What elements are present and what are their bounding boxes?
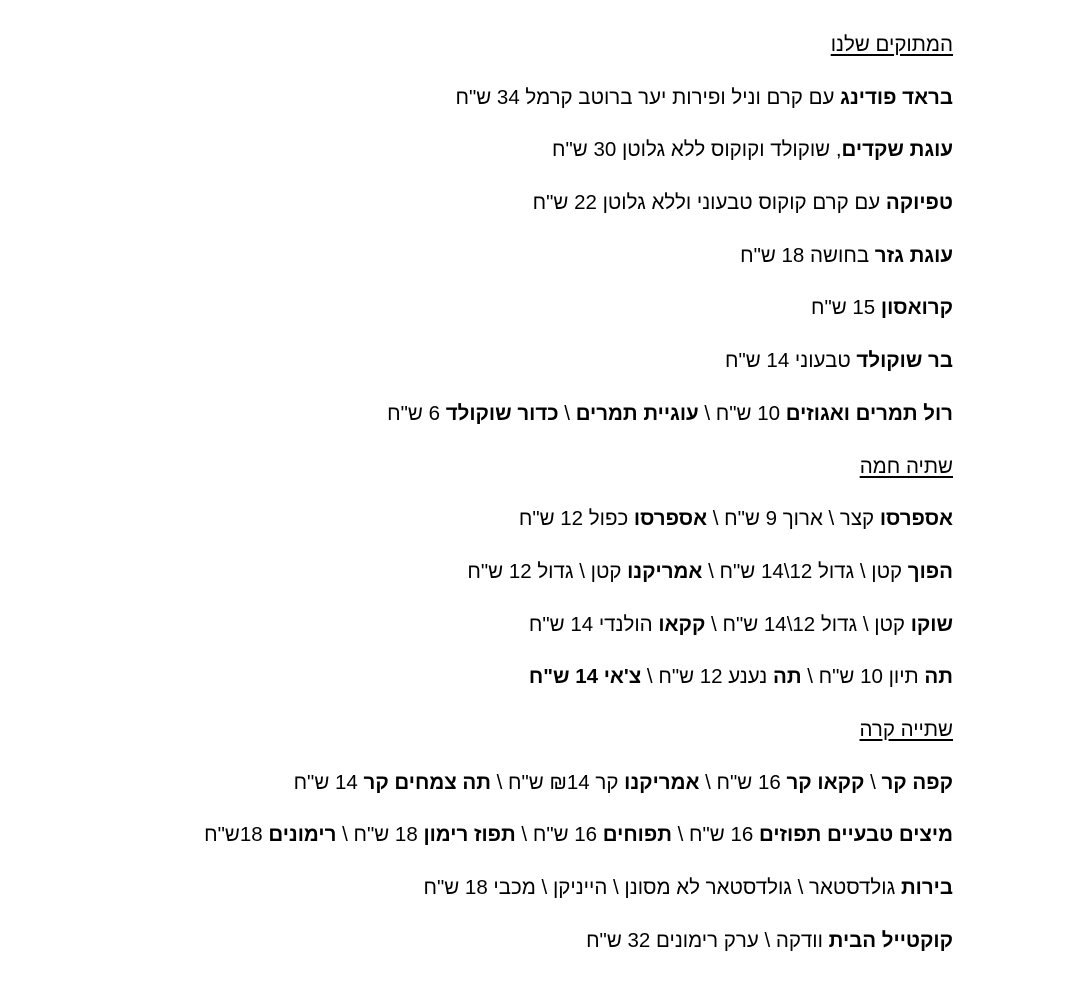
item-detail: הולנדי 14 ש"ח: [528, 612, 659, 636]
item-name: בירות: [900, 876, 953, 899]
item-name: מיצים טבעיים תפוזים: [759, 823, 953, 847]
item-name: אספרסו: [633, 507, 708, 531]
item-name: בר שוקולד: [856, 349, 953, 373]
item-detail: בחושה 18 ש"ח: [740, 243, 875, 267]
item-detail: 18ש"ח: [204, 823, 269, 847]
item-name: כדור שוקולד: [445, 401, 559, 425]
item-detail: 16 ש"ח \: [671, 823, 759, 847]
menu-item: [53, 504, 953, 557]
section-heading-cold-drinks: שתייה קרה: [859, 717, 953, 741]
item-detail: וודקה \ ערק רימונים 32 ש"ח: [586, 928, 829, 952]
item-name: קרואסון: [880, 296, 953, 320]
menu-item: [53, 83, 953, 136]
item-name: תה: [924, 665, 953, 689]
item-name: תה צמחים קר: [363, 770, 491, 794]
item-detail: גולדסטאר \ גולדסטאר לא מסונן \ הייניקן \ מכבי 18 ש"ח: [423, 876, 901, 899]
menu-item: [53, 346, 953, 399]
item-detail: \: [558, 401, 576, 425]
item-detail: 14 ש"ח: [293, 770, 364, 794]
item-detail: 15 ש"ח: [810, 296, 881, 320]
menu-item: [53, 557, 953, 610]
item-detail: כפול 12 ש"ח: [518, 507, 634, 531]
item-name: אמריקנו: [624, 770, 700, 794]
item-detail: קטן \ גדול 12\14 ש"ח \: [705, 612, 911, 636]
menu-document: [53, 30, 953, 978]
item-name: צ'אי 14 ש"ח: [528, 665, 642, 689]
menu-item: [53, 926, 953, 979]
item-name: עוגת שקדים: [841, 138, 953, 162]
item-name: תפוז רימון: [423, 823, 516, 847]
item-name: תה: [772, 665, 802, 689]
item-name: עוגת גזר: [874, 243, 953, 267]
item-detail: קצר \ ארוך 9 ש"ח \: [707, 507, 880, 531]
item-detail: , שוקולד וקוקוס ללא גלוטן 30 ש"ח: [552, 138, 842, 162]
menu-item: [53, 188, 953, 241]
item-name: תפוחים: [602, 823, 672, 847]
menu-item: [53, 820, 953, 873]
item-detail: טבעוני 14 ש"ח: [724, 349, 857, 373]
item-detail: עם קרם וניל ופירות יער ברוטב קרמל 34 ש"ח: [455, 85, 841, 109]
item-name: רימונים: [268, 823, 337, 847]
item-name: עוגיית תמרים: [575, 401, 699, 425]
item-detail: 6 ש"ח: [387, 401, 446, 425]
item-detail: 18 ש"ח \: [336, 823, 424, 847]
item-detail: 16 ש"ח \: [699, 770, 787, 794]
item-name: טפיוקה: [885, 191, 953, 215]
menu-item: [53, 768, 953, 821]
item-detail: נענע 12 ש"ח \: [641, 665, 773, 689]
item-name: הפוך: [907, 559, 953, 583]
item-name: קוקטייל הבית: [828, 928, 953, 952]
item-detail: קטן \ גדול 12 ש"ח: [467, 559, 628, 583]
item-detail: קטן \ גדול 12\14 ש"ח \: [702, 559, 908, 583]
section-heading-desserts: המתוקים שלנו: [830, 33, 953, 56]
item-name: קקאו קר: [786, 770, 865, 794]
menu-item: [53, 293, 953, 346]
item-name: אספרסו: [879, 507, 953, 531]
menu-item: [53, 873, 953, 926]
item-name: קקאו: [658, 612, 706, 636]
item-name: שוקו: [910, 612, 953, 636]
item-name: רול תמרים ואגוזים: [785, 401, 953, 425]
item-name: אמריקנו: [627, 559, 703, 583]
section-heading-hot-drinks: שתיה חמה: [859, 454, 953, 478]
item-detail: עם קרם קוקוס טבעוני וללא גלוטן 22 ש"ח: [532, 191, 886, 215]
item-detail: 16 ש"ח \: [515, 823, 603, 847]
menu-item: [53, 399, 953, 452]
item-name: קפה קר: [881, 770, 953, 794]
menu-item: [53, 135, 953, 188]
item-detail: 10 ש"ח \: [698, 401, 786, 425]
menu-item: [53, 241, 953, 294]
menu-item: [53, 662, 953, 715]
item-name: בראד פודינג: [840, 85, 953, 109]
menu-item: [53, 610, 953, 663]
item-detail: \: [864, 770, 882, 794]
item-detail: קר ₪14 ש"ח \: [490, 770, 625, 794]
item-detail: תיון 10 ש"ח \: [801, 665, 925, 689]
